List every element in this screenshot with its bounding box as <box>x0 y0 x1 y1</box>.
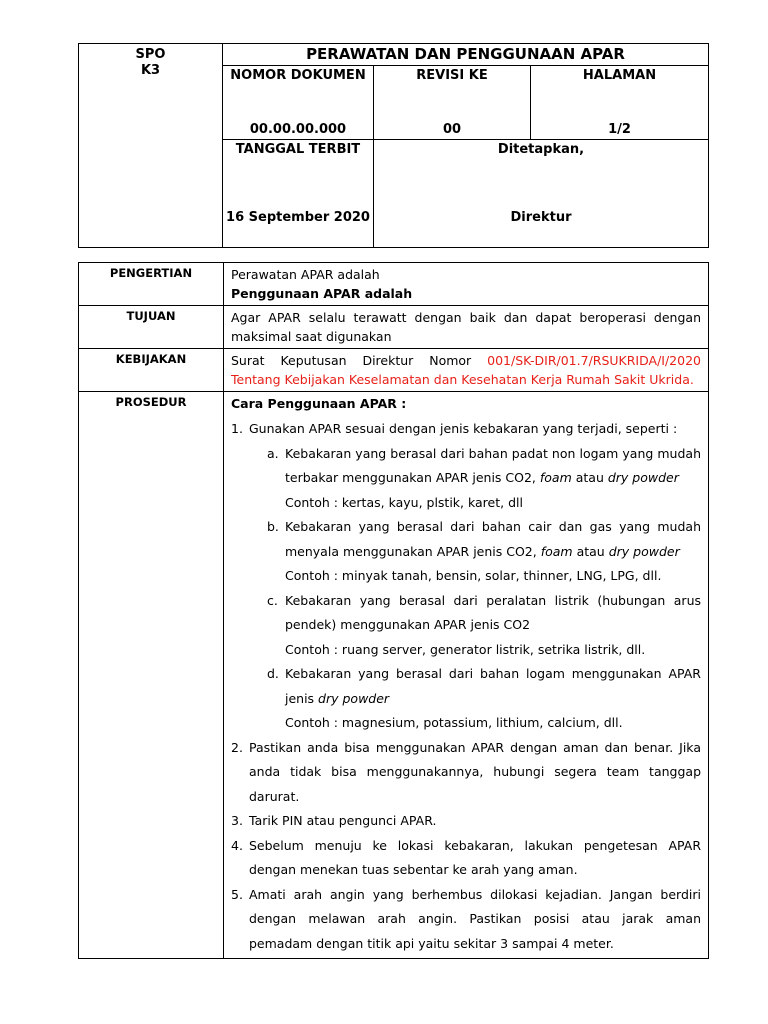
tujuan-row <box>79 306 709 349</box>
ditetapkan-label: Ditetapkan, <box>497 141 585 157</box>
list-item: 3. Tarik PIN atau pengunci APAR. <box>231 813 437 828</box>
list-item: 4. Sebelum menuju ke lokasi kebakaran, lakukan pengetesan APAR dengan menekan tuas sebentar ke arah yang aman. <box>231 837 701 877</box>
nomor-dokumen-value: 00.00.00.000 <box>249 121 347 137</box>
halaman-label: HALAMAN <box>582 68 657 84</box>
document-header-table <box>78 43 709 248</box>
pengertian-content <box>224 263 709 306</box>
document-body-table <box>78 262 709 959</box>
list-item: 5. Amati arah angin yang berhembus dilokasi kejadian. Jangan berdiri dengan melawan arah angin. Pastikan posisi atau jarak aman pemadam dengan titik api yaitu sekitar 3 sampai 4 meter. <box>231 886 701 951</box>
fire-type-list <box>249 442 701 736</box>
kebijakan-prefix: Surat Keputusan Direktur Nomor <box>231 353 488 368</box>
list-item: d. Kebakaran yang berasal dari bahan logam menggunakan APAR jenis dry powder Contoh : magnesium, potassium, lithium, calcium, dll. <box>249 662 701 736</box>
revisi-label: REVISI KE <box>416 68 488 84</box>
example-text: Contoh : magnesium, potassium, lithium, calcium, dll. <box>285 715 623 730</box>
tanggal-terbit-cell <box>223 139 374 247</box>
tanggal-terbit-value: 16 September 2020 <box>226 209 370 225</box>
spo-cell <box>79 44 223 248</box>
prosedur-content <box>224 392 709 959</box>
pengertian-label: PENGERTIAN <box>79 263 224 306</box>
kebijakan-row <box>79 349 709 392</box>
example-text: Contoh : ruang server, generator listrik, setrika listrik, dll. <box>285 641 646 657</box>
ditetapkan-cell <box>374 139 709 247</box>
spo-label: SPO <box>135 47 166 62</box>
tujuan-label: TUJUAN <box>79 306 224 349</box>
pengertian-line-penggunaan: Penggunaan APAR adalah <box>231 286 413 301</box>
list-item: c. Kebakaran yang berasal dari peralatan listrik (hubungan arus pendek) menggunakan APAR jenis CO2 Contoh : ruang server, generator listrik, setrika listrik, dll. <box>249 589 701 663</box>
pengertian-row <box>79 263 709 306</box>
ditetapkan-value: Direktur <box>510 209 572 225</box>
list-item: a. Kebakaran yang berasal dari bahan padat non logam yang mudah terbakar menggunakan APAR jenis CO2, foam atau dry powder Contoh : kertas, kayu, plstik, karet, dll <box>249 442 701 516</box>
halaman-value: 1/2 <box>608 121 631 137</box>
revisi-cell <box>374 66 531 139</box>
pengertian-line-perawatan: Perawatan APAR adalah <box>231 267 380 282</box>
list-item: 2. Pastikan anda bisa menggunakan APAR dengan aman dan benar. Jika anda tidak bisa menggunakannya, hubungi segera team tanggap darurat. <box>231 739 701 804</box>
nomor-dokumen-label: NOMOR DOKUMEN <box>230 68 366 84</box>
kebijakan-content <box>224 349 709 392</box>
tanggal-terbit-label: TANGGAL TERBIT <box>235 141 361 157</box>
list-item: b. Kebakaran yang berasal dari bahan cair dan gas yang mudah menyala menggunakan APAR jenis CO2, foam atau dry powder Contoh : minyak tanah, bensin, solar, thinner, LNG, LPG, dll. <box>249 515 701 589</box>
prosedur-row <box>79 392 709 959</box>
prosedur-list <box>231 417 701 956</box>
prosedur-label: PROSEDUR <box>79 392 224 959</box>
prosedur-heading: Cara Penggunaan APAR : <box>231 396 407 411</box>
example-text: Contoh : minyak tanah, bensin, solar, thinner, LNG, LPG, dll. <box>285 568 662 583</box>
tujuan-content: Agar APAR selalu terawatt dengan baik dan dapat beroperasi dengan maksimal saat digunakan <box>224 306 709 349</box>
kebijakan-label: KEBIJAKAN <box>79 349 224 392</box>
k3-label: K3 <box>140 63 161 78</box>
nomor-dokumen-cell <box>223 66 374 139</box>
kebijakan-reference: 001/SK-DIR/01.7/RSUKRIDA/I/2020 Tentang Kebijakan Keselamatan dan Kesehatan Kerja Rumah Sakit Ukrida. <box>231 353 701 387</box>
document-title: PERAWATAN DAN PENGGUNAAN APAR <box>223 44 709 66</box>
example-text: Contoh : kertas, kayu, plstik, karet, dll <box>285 494 523 510</box>
halaman-cell <box>531 66 709 139</box>
revisi-value: 00 <box>442 121 462 137</box>
list-item: 1. Gunakan APAR sesuai dengan jenis kebakaran yang terjadi, seperti : a. Kebakaran yang berasal dari bahan padat non logam yang mudah terbakar menggunakan APAR jenis CO2, foam atau dry powder Contoh : kertas, kayu, plstik, karet, dll b. Kebakaran yang berasal dari bahan cair dan gas yang mudah menyala menggunakan APAR jenis CO2, foam atau dry powder Contoh : minyak tanah, bensin, solar, thinner, LNG, LPG, dll. c. Kebakaran yang berasal dari peralatan listrik (hubungan arus pendek) menggunakan APAR jenis CO2 Contoh : ruang server, generator listrik, setrika listrik, dll. d. Kebakaran yang berasal dari bahan logam menggunakan APAR jenis dry powder Contoh : magnesium, potassium, lithium, calcium, dll. <box>231 417 701 736</box>
